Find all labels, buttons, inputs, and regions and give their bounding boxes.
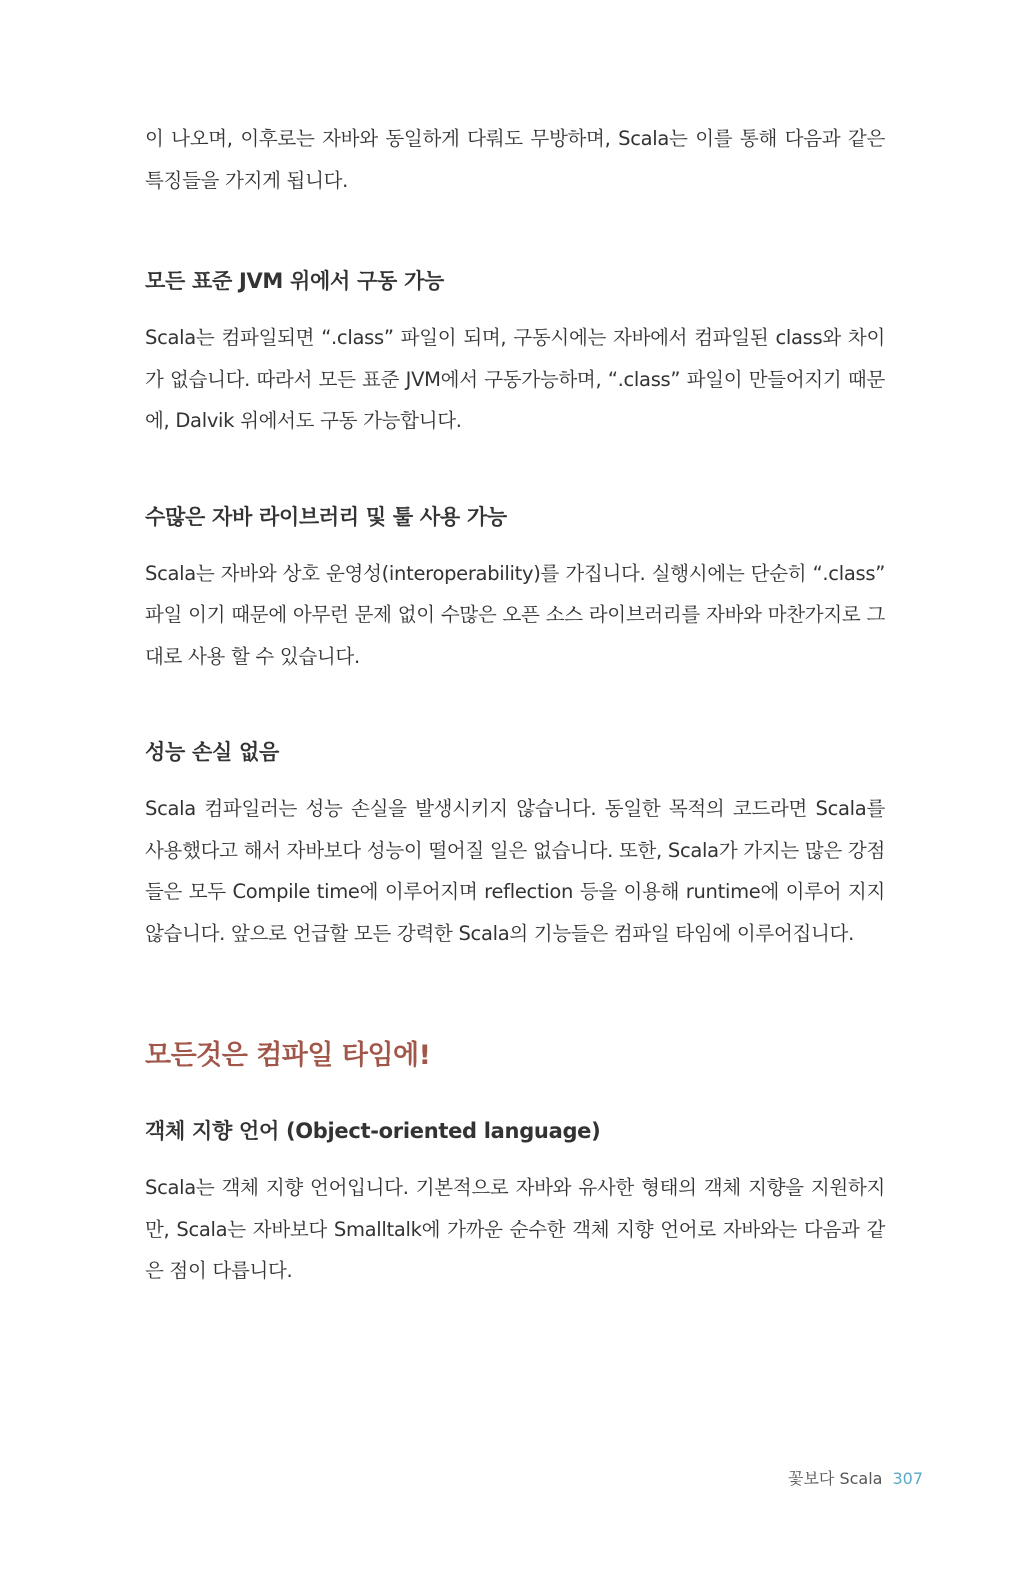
page-footer xyxy=(788,1467,923,1491)
intro-paragraph: 이 나오며, 이후로는 자바와 동일하게 다뤄도 무방하며, Scala는 이를 통해 다음과 같은 특징들을 가지게 됩니다. xyxy=(145,127,885,192)
footer-book-title: 꽃보다 Scala xyxy=(787,1469,883,1488)
page-content xyxy=(145,118,885,1292)
chapter-title: 모든것은 컴파일 타임에! xyxy=(145,1040,431,1071)
section-body-jvm: Scala는 컴파일되면 “.class” 파일이 되며, 구동시에는 자바에서 컴파일된 class와 차이가 없습니다. 따라서 모든 표준 JVM에서 구동가능하며, “.class” 파일이 만들어지기 때문에, Dalvik 위에서도 구동 가능합니다. xyxy=(145,326,885,432)
section-body-object-oriented: Scala는 객체 지향 언어입니다. 기본적으로 자바와 유사한 형태의 객체 지향을 지원하지만, Scala는 자바보다 Smalltalk에 가까운 순수한 객체 지향 언어로 자바와는 다음과 같은 점이 다릅니다. xyxy=(145,1176,885,1282)
page-number: 307 xyxy=(892,1469,923,1488)
section-body-performance: Scala 컴파일러는 성능 손실을 발생시키지 않습니다. 동일한 목적의 코드라면 Scala를 사용했다고 해서 자바보다 성능이 떨어질 일은 없습니다. 또한, Scala가 가지는 많은 강점들은 모두 Compile time에 이루어지며 reflection 등을 이용해 runtime에 이루어 지지 않습니다. 앞으로 언급할 모든 강력한 Scala의 기능들은 컴파일 타임에 이루어집니다. xyxy=(145,797,885,945)
section-heading-libraries: 수많은 자바 라이브러리 및 툴 사용 가능 xyxy=(145,504,507,529)
section-body-libraries: Scala는 자바와 상호 운영성(interoperability)를 가집니다. 실행시에는 단순히 “.class” 파일 이기 때문에 아무런 문제 없이 수많은 오픈 소스 라이브러리를 자바와 마찬가지로 그대로 사용 할 수 있습니다. xyxy=(145,561,885,668)
section-heading-jvm: 모든 표준 JVM 위에서 구동 가능 xyxy=(145,269,444,293)
section-heading-performance: 성능 손실 없음 xyxy=(145,740,279,764)
section-heading-object-oriented: 객체 지향 언어 (Object-oriented language) xyxy=(145,1119,601,1143)
